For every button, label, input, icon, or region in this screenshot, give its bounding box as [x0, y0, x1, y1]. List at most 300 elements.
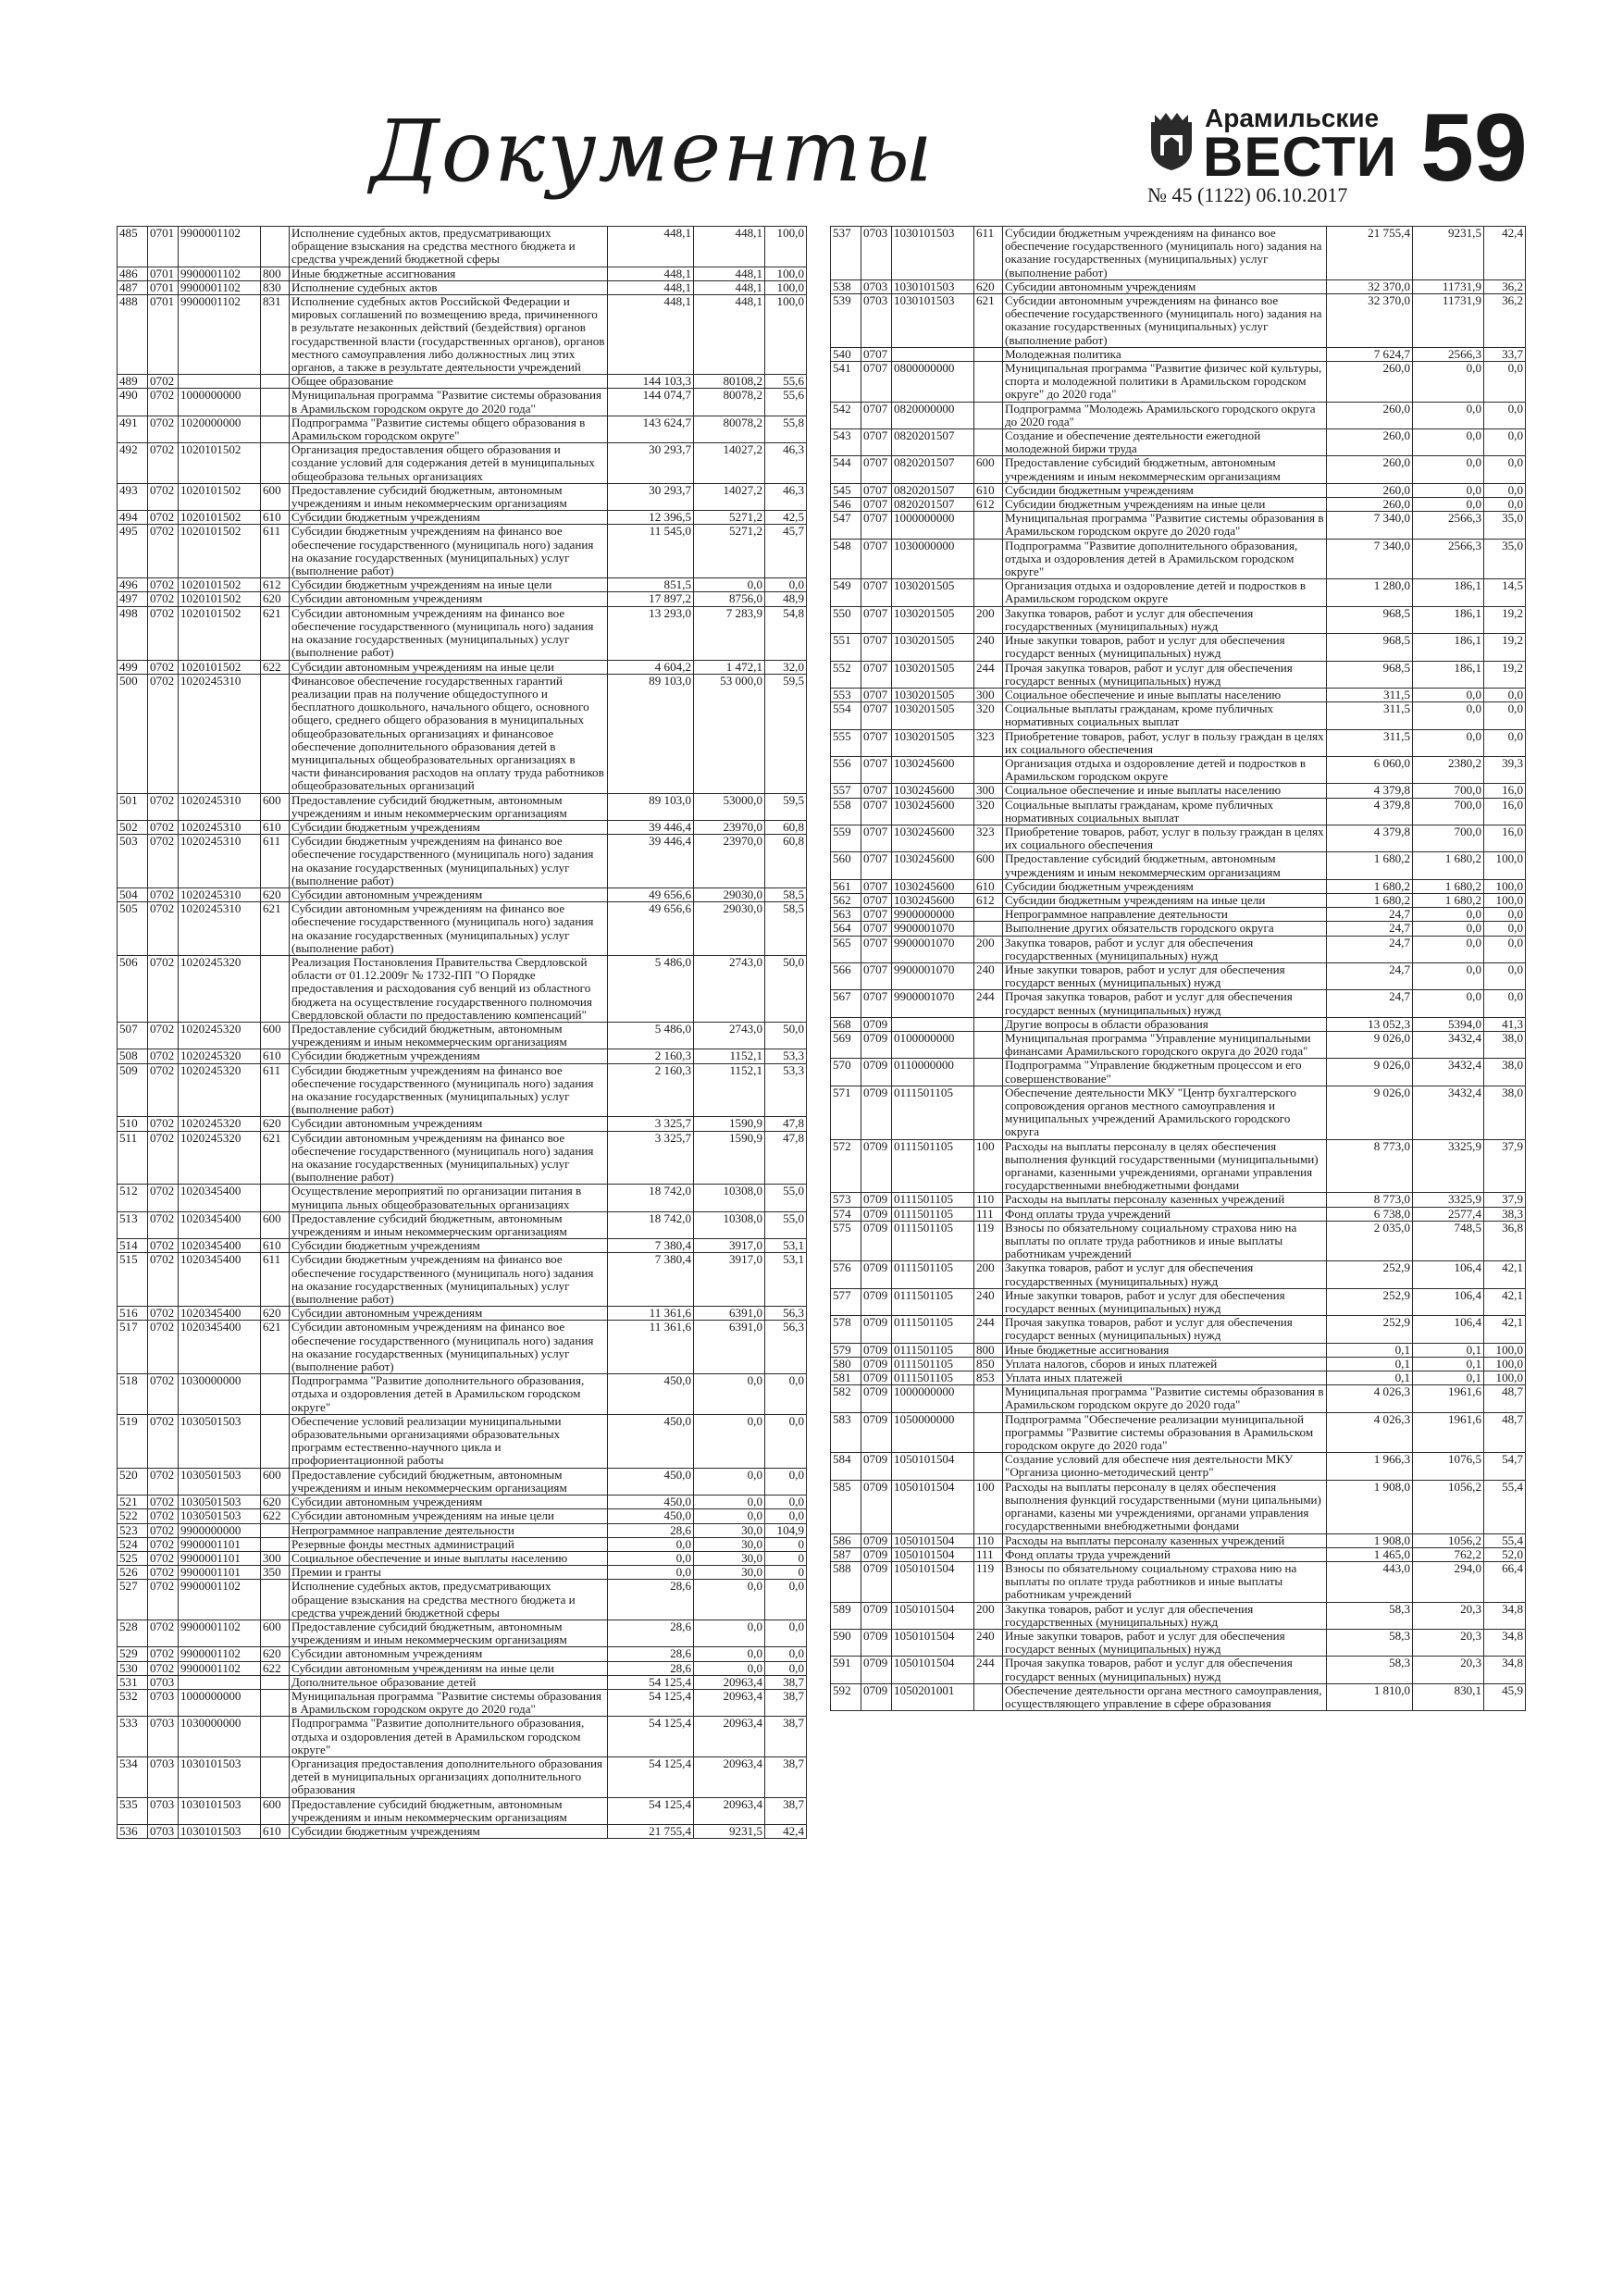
expense-type-cell: 200 [974, 1261, 1003, 1288]
row-number-cell: 562 [831, 893, 861, 907]
expense-type-cell: 610 [261, 1239, 290, 1253]
planned-amount-cell: 58,3 [1327, 1629, 1413, 1656]
row-number-cell: 505 [118, 902, 148, 956]
execution-percent-cell: 0,0 [765, 1580, 807, 1620]
item-description-cell: Муниципальная программа "Развитие системы образования в Арамильском городском округе до 2020 года" [1003, 1385, 1327, 1412]
executed-amount-cell: 294,0 [1413, 1561, 1484, 1602]
planned-amount-cell: 17 897,2 [608, 592, 694, 606]
planned-amount-cell: 2 160,3 [608, 1063, 694, 1117]
executed-amount-cell: 2566,3 [1413, 539, 1484, 579]
executed-amount-cell: 0,0 [1413, 729, 1484, 756]
row-number-cell: 509 [118, 1063, 148, 1117]
table-row [831, 661, 1526, 688]
item-description-cell: Предоставление субсидий бюджетным, автономным учреждениям и иным некоммерческим организациям [1003, 852, 1327, 879]
row-number-cell: 507 [118, 1022, 148, 1049]
item-description-cell: Субсидии автономным учреждениям на финансо вое обеспечение государственного (муниципаль ного) задания на оказание государственных (муниципальных) услуг (выполнение работ) [1003, 294, 1327, 348]
execution-percent-cell: 100,0 [765, 295, 807, 375]
planned-amount-cell: 3 325,7 [608, 1117, 694, 1131]
expense-type-cell [261, 1756, 290, 1797]
planned-amount-cell: 144 103,3 [608, 375, 694, 389]
item-description-cell: Субсидии бюджетным учреждениям на иные цели [290, 578, 608, 592]
expense-type-cell [261, 1675, 290, 1689]
expense-type-cell [974, 429, 1003, 456]
planned-amount-cell: 0,0 [608, 1551, 694, 1565]
row-number-cell: 533 [118, 1717, 148, 1757]
page-number: 59 [1420, 94, 1528, 202]
row-number-cell: 519 [118, 1414, 148, 1468]
target-article-cell: 1050101504 [892, 1629, 974, 1656]
table-row [831, 1629, 1526, 1656]
executed-amount-cell: 106,4 [1413, 1288, 1484, 1315]
executed-amount-cell: 6391,0 [694, 1321, 765, 1374]
expense-type-cell [974, 579, 1003, 606]
row-number-cell: 487 [118, 280, 148, 294]
section-code-cell: 0709 [861, 1602, 892, 1629]
section-code-cell: 0709 [861, 1139, 892, 1193]
section-code-cell: 0707 [861, 512, 892, 539]
executed-amount-cell: 700,0 [1413, 825, 1484, 851]
table-row [118, 416, 807, 442]
table-row [831, 1561, 1526, 1602]
target-article-cell: 0820201507 [892, 498, 974, 512]
planned-amount-cell: 9 026,0 [1327, 1031, 1413, 1058]
planned-amount-cell: 12 396,5 [608, 511, 694, 525]
execution-percent-cell: 47,8 [765, 1131, 807, 1185]
planned-amount-cell: 7 340,0 [1327, 512, 1413, 539]
planned-amount-cell: 30 293,7 [608, 483, 694, 510]
executed-amount-cell: 3432,4 [1413, 1059, 1484, 1086]
row-number-cell: 502 [118, 820, 148, 834]
expense-type-cell: 200 [974, 936, 1003, 962]
row-number-cell: 561 [831, 879, 861, 893]
executed-amount-cell: 0,0 [694, 1509, 765, 1523]
row-number-cell: 588 [831, 1561, 861, 1602]
executed-amount-cell: 11731,9 [1413, 294, 1484, 348]
row-number-cell: 539 [831, 294, 861, 348]
expense-type-cell: 610 [261, 1049, 290, 1063]
section-code-cell: 0709 [861, 1316, 892, 1343]
target-article-cell: 9900001102 [179, 295, 261, 375]
table-row [831, 429, 1526, 456]
execution-percent-cell: 52,0 [1484, 1547, 1526, 1561]
section-code-cell: 0709 [861, 1357, 892, 1371]
expense-type-cell: 800 [974, 1343, 1003, 1357]
table-row [831, 1086, 1526, 1139]
expense-type-cell: 323 [974, 825, 1003, 851]
budget-table-right-column [830, 226, 1526, 1711]
section-code-cell: 0702 [148, 389, 179, 416]
executed-amount-cell: 0,0 [1413, 483, 1484, 497]
target-article-cell: 1050101504 [892, 1561, 974, 1602]
item-description-cell: Закупка товаров, работ и услуг для обеспечения государственных (муниципальных) нужд [1003, 1261, 1327, 1288]
execution-percent-cell: 56,3 [765, 1321, 807, 1374]
item-description-cell: Субсидии бюджетным учреждениям [290, 511, 608, 525]
item-description-cell: Субсидии автономным учреждениям на финансо вое обеспечение государственного (муниципаль ного) задания на оказание государственных (муниципальных) услуг (выполнение работ) [290, 902, 608, 956]
expense-type-cell [974, 1059, 1003, 1086]
row-number-cell: 556 [831, 756, 861, 783]
planned-amount-cell: 39 446,4 [608, 820, 694, 834]
expense-type-cell: 611 [974, 227, 1003, 280]
table-row [831, 1480, 1526, 1533]
table-row [831, 908, 1526, 922]
expense-type-cell: 600 [261, 793, 290, 820]
row-number-cell: 508 [118, 1049, 148, 1063]
item-description-cell: Социальное обеспечение и иные выплаты населению [1003, 688, 1327, 701]
item-description-cell: Прочая закупка товаров, работ и услуг для обеспечения государст венных (муниципальных) нужд [1003, 990, 1327, 1017]
section-code-cell: 0702 [148, 1566, 179, 1580]
target-article-cell: 1030000000 [179, 1374, 261, 1415]
execution-percent-cell: 0,0 [765, 1620, 807, 1646]
executed-amount-cell: 20963,4 [694, 1717, 765, 1757]
target-article-cell: 1020245310 [179, 902, 261, 956]
city-emblem-icon [1147, 111, 1196, 172]
table-row [118, 1661, 807, 1675]
table-row [118, 1414, 807, 1468]
executed-amount-cell: 1590,9 [694, 1117, 765, 1131]
table-row [118, 1537, 807, 1551]
section-code-cell: 0707 [861, 483, 892, 497]
row-number-cell: 590 [831, 1629, 861, 1656]
executed-amount-cell: 700,0 [1413, 798, 1484, 825]
execution-percent-cell: 56,3 [765, 1307, 807, 1321]
section-code-cell: 0702 [148, 1117, 179, 1131]
section-code-cell: 0709 [861, 1385, 892, 1412]
planned-amount-cell: 8 773,0 [1327, 1139, 1413, 1193]
executed-amount-cell: 186,1 [1413, 579, 1484, 606]
planned-amount-cell: 5 486,0 [608, 1022, 694, 1049]
planned-amount-cell: 260,0 [1327, 456, 1413, 483]
execution-percent-cell: 38,7 [765, 1717, 807, 1757]
item-description-cell: Субсидии бюджетным учреждениям на иные цели [1003, 498, 1327, 512]
section-code-cell: 0702 [148, 793, 179, 820]
expense-type-cell: 600 [261, 483, 290, 510]
target-article-cell: 9900001101 [179, 1566, 261, 1580]
planned-amount-cell: 0,1 [1327, 1343, 1413, 1357]
expense-type-cell [261, 1717, 290, 1757]
target-article-cell: 1020101502 [179, 578, 261, 592]
executed-amount-cell: 3432,4 [1413, 1086, 1484, 1139]
table-row [831, 1602, 1526, 1629]
section-code-cell: 0709 [861, 1412, 892, 1453]
item-description-cell: Уплата иных платежей [1003, 1371, 1327, 1385]
section-code-cell: 0709 [861, 1547, 892, 1561]
table-row [118, 887, 807, 901]
item-description-cell: Исполнение судебных актов, предусматривающих обращение взыскания на средства местного бюджета и средства учреждений бюджетной сферы [290, 1580, 608, 1620]
target-article-cell: 1030101503 [179, 1797, 261, 1824]
table-row [118, 389, 807, 416]
section-code-cell: 0709 [861, 1343, 892, 1357]
section-code-cell: 0702 [148, 578, 179, 592]
execution-percent-cell: 55,0 [765, 1211, 807, 1238]
item-description-cell: Общее образование [290, 375, 608, 389]
item-description-cell: Социальные выплаты гражданам, кроме публичных нормативных социальных выплат [1003, 702, 1327, 729]
row-number-cell: 573 [831, 1193, 861, 1207]
item-description-cell: Закупка товаров, работ и услуг для обеспечения государственных (муниципальных) нужд [1003, 1602, 1327, 1629]
executed-amount-cell: 20963,4 [694, 1675, 765, 1689]
row-number-cell: 559 [831, 825, 861, 851]
expense-type-cell: 612 [261, 578, 290, 592]
item-description-cell: Предоставление субсидий бюджетным, автономным учреждениям и иным некоммерческим организациям [290, 1468, 608, 1495]
expense-type-cell: 621 [974, 294, 1003, 348]
item-description-cell: Взносы по обязательному социальному страхова нию на выплаты по оплате труда работников и иные выплаты работникам учреждений [1003, 1561, 1327, 1602]
executed-amount-cell: 6391,0 [694, 1307, 765, 1321]
expense-type-cell: 111 [974, 1207, 1003, 1221]
section-code-cell: 0707 [861, 498, 892, 512]
execution-percent-cell: 55,6 [765, 389, 807, 416]
executed-amount-cell: 448,1 [694, 227, 765, 267]
row-number-cell: 591 [831, 1657, 861, 1683]
target-article-cell: 9900001101 [179, 1551, 261, 1565]
planned-amount-cell: 32 370,0 [1327, 279, 1413, 293]
item-description-cell: Предоставление субсидий бюджетным, автономным учреждениям и иным некоммерческим организациям [290, 1022, 608, 1049]
expense-type-cell [261, 443, 290, 484]
row-number-cell: 529 [118, 1647, 148, 1661]
section-code-cell: 0707 [861, 539, 892, 579]
table-row [831, 1547, 1526, 1561]
section-code-cell: 0702 [148, 1321, 179, 1374]
row-number-cell: 501 [118, 793, 148, 820]
table-row [831, 1453, 1526, 1480]
planned-amount-cell: 0,1 [1327, 1371, 1413, 1385]
item-description-cell: Субсидии автономным учреждениям на финансо вое обеспечение государственного (муниципаль ного) задания на оказание государственных (муниципальных) услуг (выполнение работ) [290, 1321, 608, 1374]
row-number-cell: 563 [831, 908, 861, 922]
section-code-cell: 0702 [148, 443, 179, 484]
item-description-cell: Расходы на выплаты персоналу казенных учреждений [1003, 1533, 1327, 1547]
expense-type-cell: 244 [974, 1657, 1003, 1683]
expense-type-cell [974, 1031, 1003, 1058]
item-description-cell: Прочая закупка товаров, работ и услуг для обеспечения государст венных (муниципальных) нужд [1003, 661, 1327, 688]
section-code-cell: 0707 [861, 825, 892, 851]
row-number-cell: 547 [831, 512, 861, 539]
row-number-cell: 544 [831, 456, 861, 483]
planned-amount-cell: 18 742,0 [608, 1211, 694, 1238]
row-number-cell: 512 [118, 1185, 148, 1211]
section-code-cell: 0702 [148, 1131, 179, 1185]
executed-amount-cell: 80078,2 [694, 389, 765, 416]
section-code-cell: 0707 [861, 456, 892, 483]
executed-amount-cell: 2743,0 [694, 1022, 765, 1049]
expense-type-cell [974, 1412, 1003, 1453]
row-number-cell: 577 [831, 1288, 861, 1315]
section-code-cell: 0703 [148, 1717, 179, 1757]
target-article-cell: 1020101502 [179, 606, 261, 660]
execution-percent-cell: 46,3 [765, 443, 807, 484]
planned-amount-cell: 13 052,3 [1327, 1017, 1413, 1031]
planned-amount-cell: 9 026,0 [1327, 1086, 1413, 1139]
row-number-cell: 506 [118, 955, 148, 1022]
target-article-cell: 1020245320 [179, 1049, 261, 1063]
row-number-cell: 551 [831, 634, 861, 661]
target-article-cell: 9900000000 [179, 1523, 261, 1537]
target-article-cell: 1020101502 [179, 511, 261, 525]
expense-type-cell: 800 [261, 267, 290, 280]
target-article-cell: 1050101504 [892, 1547, 974, 1561]
execution-percent-cell: 0,0 [1484, 429, 1526, 456]
executed-amount-cell: 0,0 [1413, 908, 1484, 922]
item-description-cell: Дополнительное образование детей [290, 1675, 608, 1689]
item-description-cell: Субсидии автономным учреждениям [290, 592, 608, 606]
executed-amount-cell: 1 680,2 [1413, 879, 1484, 893]
table-row [831, 852, 1526, 879]
row-number-cell: 545 [831, 483, 861, 497]
executed-amount-cell: 186,1 [1413, 606, 1484, 633]
section-code-cell: 0709 [861, 1221, 892, 1261]
row-number-cell: 548 [831, 539, 861, 579]
section-code-cell: 0702 [148, 1509, 179, 1523]
expense-type-cell: 831 [261, 295, 290, 375]
execution-percent-cell: 54,8 [765, 606, 807, 660]
table-row [118, 660, 807, 674]
execution-percent-cell: 0 [765, 1566, 807, 1580]
table-row [118, 1647, 807, 1661]
target-article-cell: 1020245310 [179, 793, 261, 820]
row-number-cell: 532 [118, 1689, 148, 1716]
target-article-cell: 1020101502 [179, 660, 261, 674]
section-code-cell: 0707 [861, 729, 892, 756]
item-description-cell: Предоставление субсидий бюджетным, автономным учреждениям и иным некоммерческим организациям [290, 793, 608, 820]
expense-type-cell: 119 [974, 1221, 1003, 1261]
item-description-cell: Субсидии автономным учреждениям [290, 1496, 608, 1509]
planned-amount-cell: 11 361,6 [608, 1321, 694, 1374]
section-code-cell: 0709 [861, 1657, 892, 1683]
expense-type-cell: 611 [261, 1063, 290, 1117]
expense-type-cell: 611 [261, 525, 290, 578]
table-row [118, 1509, 807, 1523]
expense-type-cell [261, 1414, 290, 1468]
executed-amount-cell: 3917,0 [694, 1253, 765, 1307]
target-article-cell: 1020345400 [179, 1211, 261, 1238]
target-article-cell: 0820201507 [892, 456, 974, 483]
execution-percent-cell: 100,0 [1484, 879, 1526, 893]
executed-amount-cell: 1590,9 [694, 1131, 765, 1185]
expense-type-cell [261, 955, 290, 1022]
target-article-cell: 1030501503 [179, 1509, 261, 1523]
planned-amount-cell: 7 340,0 [1327, 539, 1413, 579]
execution-percent-cell: 55,8 [765, 416, 807, 442]
planned-amount-cell: 11 361,6 [608, 1307, 694, 1321]
section-code-cell: 0702 [148, 592, 179, 606]
executed-amount-cell: 11731,9 [1413, 279, 1484, 293]
item-description-cell: Исполнение судебных актов [290, 280, 608, 294]
section-code-cell: 0702 [148, 1063, 179, 1117]
budget-table-left-column [117, 226, 807, 1839]
item-description-cell: Создание и обеспечение деятельности ежегодной молодежной биржи труда [1003, 429, 1327, 456]
execution-percent-cell: 36,8 [1484, 1221, 1526, 1261]
expense-type-cell: 600 [261, 1620, 290, 1646]
section-code-cell: 0702 [148, 1253, 179, 1307]
execution-percent-cell: 54,7 [1484, 1453, 1526, 1480]
expense-type-cell: 611 [261, 835, 290, 888]
executed-amount-cell: 700,0 [1413, 784, 1484, 798]
target-article-cell: 0111501105 [892, 1316, 974, 1343]
row-number-cell: 564 [831, 922, 861, 936]
row-number-cell: 582 [831, 1385, 861, 1412]
table-row [831, 294, 1526, 348]
table-row [831, 402, 1526, 428]
target-article-cell: 1020345400 [179, 1239, 261, 1253]
item-description-cell: Иные бюджетные ассигнования [290, 267, 608, 280]
target-article-cell: 1050101504 [892, 1453, 974, 1480]
table-row [118, 578, 807, 592]
executed-amount-cell: 7 283,9 [694, 606, 765, 660]
expense-type-cell: 600 [261, 1211, 290, 1238]
item-description-cell: Осуществление мероприятий по организации питания в муниципа льных общеобразовательных организациях [290, 1185, 608, 1211]
target-article-cell: 1020245320 [179, 1063, 261, 1117]
expense-type-cell: 621 [261, 606, 290, 660]
row-number-cell: 499 [118, 660, 148, 674]
planned-amount-cell: 450,0 [608, 1374, 694, 1415]
executed-amount-cell: 0,0 [694, 578, 765, 592]
target-article-cell: 0111501105 [892, 1193, 974, 1207]
expense-type-cell [261, 375, 290, 389]
row-number-cell: 489 [118, 375, 148, 389]
target-article-cell: 1020345400 [179, 1185, 261, 1211]
target-article-cell: 1000000000 [892, 1385, 974, 1412]
brand-main: ВЕСТИ [1203, 126, 1397, 188]
expense-type-cell: 323 [974, 729, 1003, 756]
row-number-cell: 557 [831, 784, 861, 798]
planned-amount-cell: 448,1 [608, 227, 694, 267]
row-number-cell: 531 [118, 1675, 148, 1689]
table-row [118, 606, 807, 660]
item-description-cell: Подпрограмма "Молодежь Арамильского городского округа до 2020 года" [1003, 402, 1327, 428]
executed-amount-cell: 448,1 [694, 267, 765, 280]
section-code-cell: 0702 [148, 1647, 179, 1661]
row-number-cell: 511 [118, 1131, 148, 1185]
execution-percent-cell: 38,7 [765, 1797, 807, 1824]
table-row [118, 1374, 807, 1415]
target-article-cell: 1020245310 [179, 887, 261, 901]
section-code-cell: 0703 [148, 1756, 179, 1797]
row-number-cell: 518 [118, 1374, 148, 1415]
expense-type-cell: 600 [261, 1468, 290, 1495]
target-article-cell: 1030201505 [892, 661, 974, 688]
section-code-cell: 0707 [861, 756, 892, 783]
item-description-cell: Социальные выплаты гражданам, кроме публичных нормативных социальных выплат [1003, 798, 1327, 825]
table-row [118, 1675, 807, 1689]
planned-amount-cell: 0,0 [608, 1537, 694, 1551]
target-article-cell: 1030201505 [892, 702, 974, 729]
item-description-cell: Подпрограмма "Развитие дополнительного образования, отдыха и оздоровления детей в Арамильском городском округе" [1003, 539, 1327, 579]
table-row [831, 362, 1526, 403]
execution-percent-cell: 35,0 [1484, 512, 1526, 539]
execution-percent-cell: 0,0 [765, 1468, 807, 1495]
table-row [118, 1049, 807, 1063]
row-number-cell: 542 [831, 402, 861, 428]
target-article-cell: 1020101502 [179, 483, 261, 510]
expense-type-cell [261, 1537, 290, 1551]
planned-amount-cell: 2 160,3 [608, 1049, 694, 1063]
planned-amount-cell: 24,7 [1327, 922, 1413, 936]
target-article-cell: 0111501105 [892, 1207, 974, 1221]
table-row [118, 1131, 807, 1185]
row-number-cell: 497 [118, 592, 148, 606]
section-code-cell: 0702 [148, 674, 179, 793]
expense-type-cell: 600 [974, 456, 1003, 483]
section-code-cell: 0701 [148, 280, 179, 294]
planned-amount-cell: 32 370,0 [1327, 294, 1413, 348]
target-article-cell: 1030201505 [892, 688, 974, 701]
target-article-cell: 9900000000 [892, 908, 974, 922]
executed-amount-cell: 0,0 [1413, 962, 1484, 989]
table-row [118, 1022, 807, 1049]
executed-amount-cell: 2566,3 [1413, 512, 1484, 539]
executed-amount-cell: 0,0 [1413, 936, 1484, 962]
planned-amount-cell: 450,0 [608, 1414, 694, 1468]
table-row [118, 902, 807, 956]
row-number-cell: 554 [831, 702, 861, 729]
item-description-cell: Уплата налогов, сборов и иных платежей [1003, 1357, 1327, 1371]
